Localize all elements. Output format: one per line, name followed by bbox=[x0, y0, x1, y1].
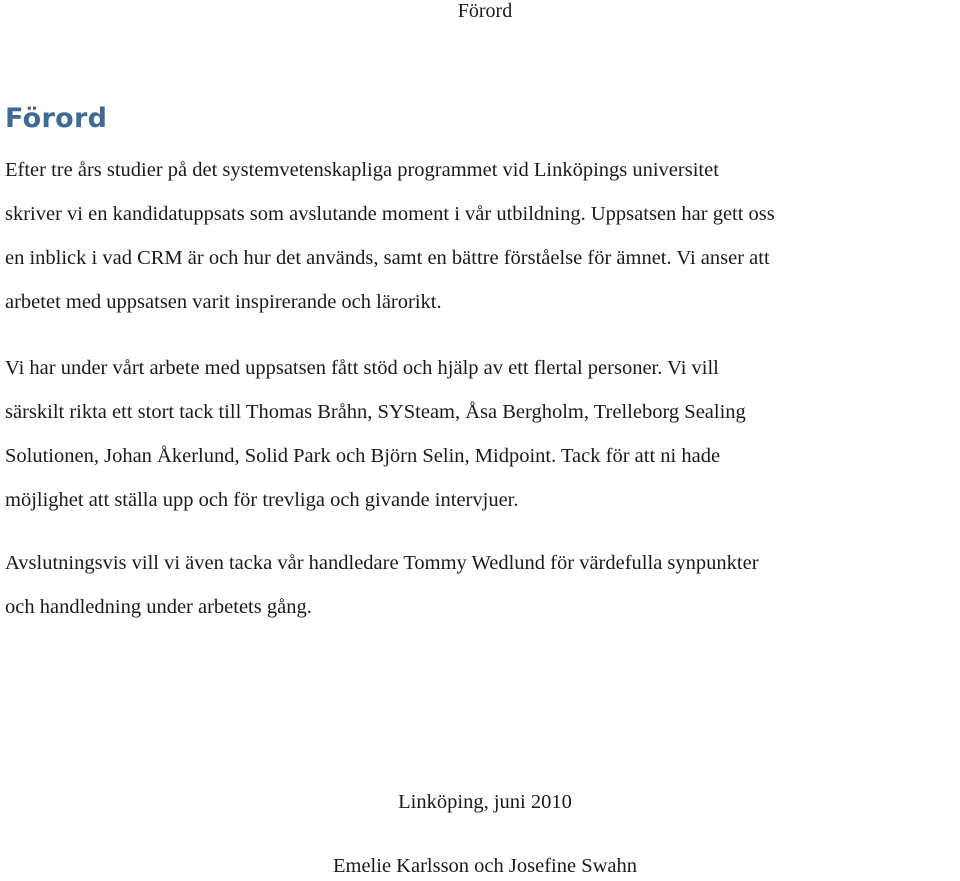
paragraph-line: särskilt rikta ett stort tack till Thomas Bråhn, SYSteam, Åsa Bergholm, Trelleborg Sealing bbox=[5, 401, 746, 423]
author-names: Emelie Karlsson och Josefine Swahn bbox=[332, 855, 638, 877]
place-and-date: Linköping, juni 2010 bbox=[398, 791, 572, 813]
paragraph-line: Efter tre års studier på det systemvetenskapliga programmet vid Linköpings universitet bbox=[5, 159, 719, 181]
section-heading: Förord bbox=[5, 103, 108, 134]
paragraph-line: skriver vi en kandidatuppsats som avslutande moment i vår utbildning. Uppsatsen har gett oss bbox=[5, 203, 775, 225]
paragraph-line: Vi har under vårt arbete med uppsatsen fått stöd och hjälp av ett flertal personer. Vi vill bbox=[5, 357, 719, 379]
paragraph-introduction bbox=[5, 148, 960, 324]
paragraph-line: Solutionen, Johan Åkerlund, Solid Park och Björn Selin, Midpoint. Tack för att ni hade bbox=[5, 445, 721, 467]
paragraph-line: arbetet med uppsatsen varit inspirerande och lärorikt. bbox=[5, 291, 442, 313]
paragraph-closing bbox=[5, 541, 960, 629]
paragraph-line: Avslutningsvis vill vi även tacka vår handledare Tommy Wedlund för värdefulla synpunkter bbox=[5, 552, 759, 574]
running-header: Förord bbox=[457, 0, 513, 22]
paragraph-line: möjlighet att ställa upp och för trevliga och givande intervjuer. bbox=[5, 489, 519, 511]
paragraph-acknowledgements bbox=[5, 346, 960, 522]
paragraph-line: en inblick i vad CRM är och hur det används, samt en bättre förståelse för ämnet. Vi anser att bbox=[5, 247, 770, 269]
paragraph-line: och handledning under arbetets gång. bbox=[5, 596, 312, 618]
